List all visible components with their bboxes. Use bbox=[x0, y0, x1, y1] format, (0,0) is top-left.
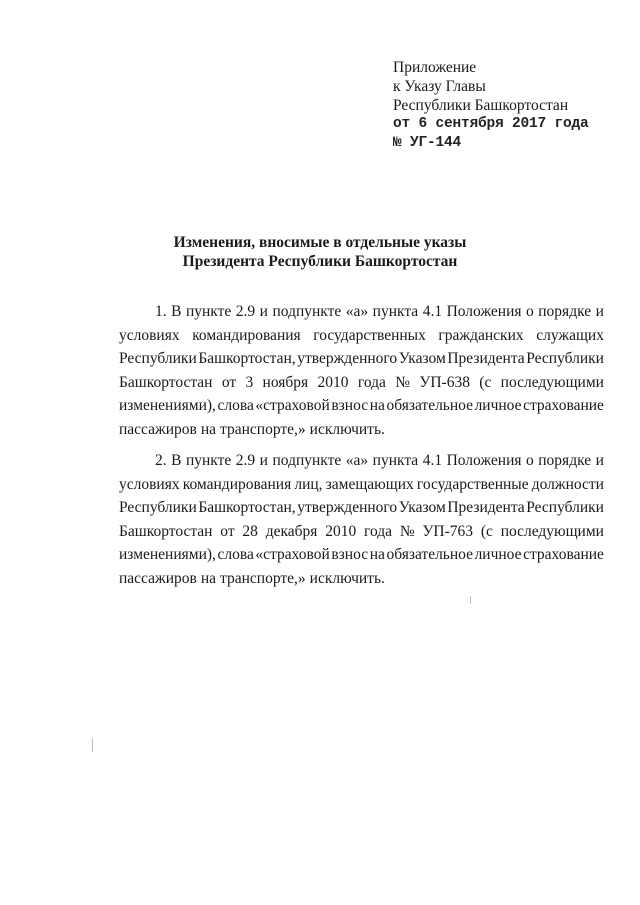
appendix-republic: Республики Башкортостан bbox=[393, 97, 569, 114]
paragraph-line: условиях командирования государственных гражданских служащих bbox=[119, 326, 604, 344]
scan-mark bbox=[470, 596, 471, 604]
paragraph-line: пассажиров на транспорте,» исключить. bbox=[119, 420, 385, 438]
appendix-decree-ref: к Указу Главы bbox=[393, 78, 486, 95]
paragraph-line: изменениями), слова «страховой взнос на обязательное личное страхование bbox=[119, 397, 604, 414]
document-title bbox=[0, 233, 640, 271]
appendix-label: Приложение bbox=[393, 59, 477, 76]
title-line-2: Президента Республики Башкортостан bbox=[182, 253, 458, 270]
paragraph-1 bbox=[119, 300, 604, 441]
paragraph-line: Республики Башкортостан, утвержденного Указом Президента Республики bbox=[119, 499, 604, 516]
paragraph-line: Башкортостан от 28 декабря 2010 года № УП-763 (с последующими bbox=[119, 522, 604, 540]
paragraph-line: Башкортостан от 3 ноября 2010 года № УП-638 (с последующими bbox=[119, 373, 604, 391]
paragraph-2 bbox=[119, 449, 604, 590]
appendix-date: от 6 сентября 2017 года bbox=[393, 116, 589, 132]
appendix-header bbox=[393, 58, 589, 153]
scan-mark bbox=[92, 738, 93, 752]
paragraph-line: 2. В пункте 2.9 и подпункте «а» пункта 4.1 Положения о порядке и bbox=[155, 452, 604, 469]
appendix-number: № УГ-144 bbox=[393, 135, 462, 151]
paragraph-line: изменениями), слова «страховой взнос на обязательное личное страхование bbox=[119, 546, 604, 563]
title-line-1: Изменения, вносимые в отдельные указы bbox=[173, 234, 467, 251]
paragraph-line: пассажиров на транспорте,» исключить. bbox=[119, 569, 385, 587]
paragraph-line: Республики Башкортостан, утвержденного Указом Президента Республики bbox=[119, 350, 604, 367]
paragraph-line: условиях командирования лиц, замещающих государственные должности bbox=[119, 475, 604, 493]
document-body bbox=[119, 300, 604, 598]
paragraph-line: 1. В пункте 2.9 и подпункте «а» пункта 4.1 Положения о порядке и bbox=[155, 303, 604, 320]
